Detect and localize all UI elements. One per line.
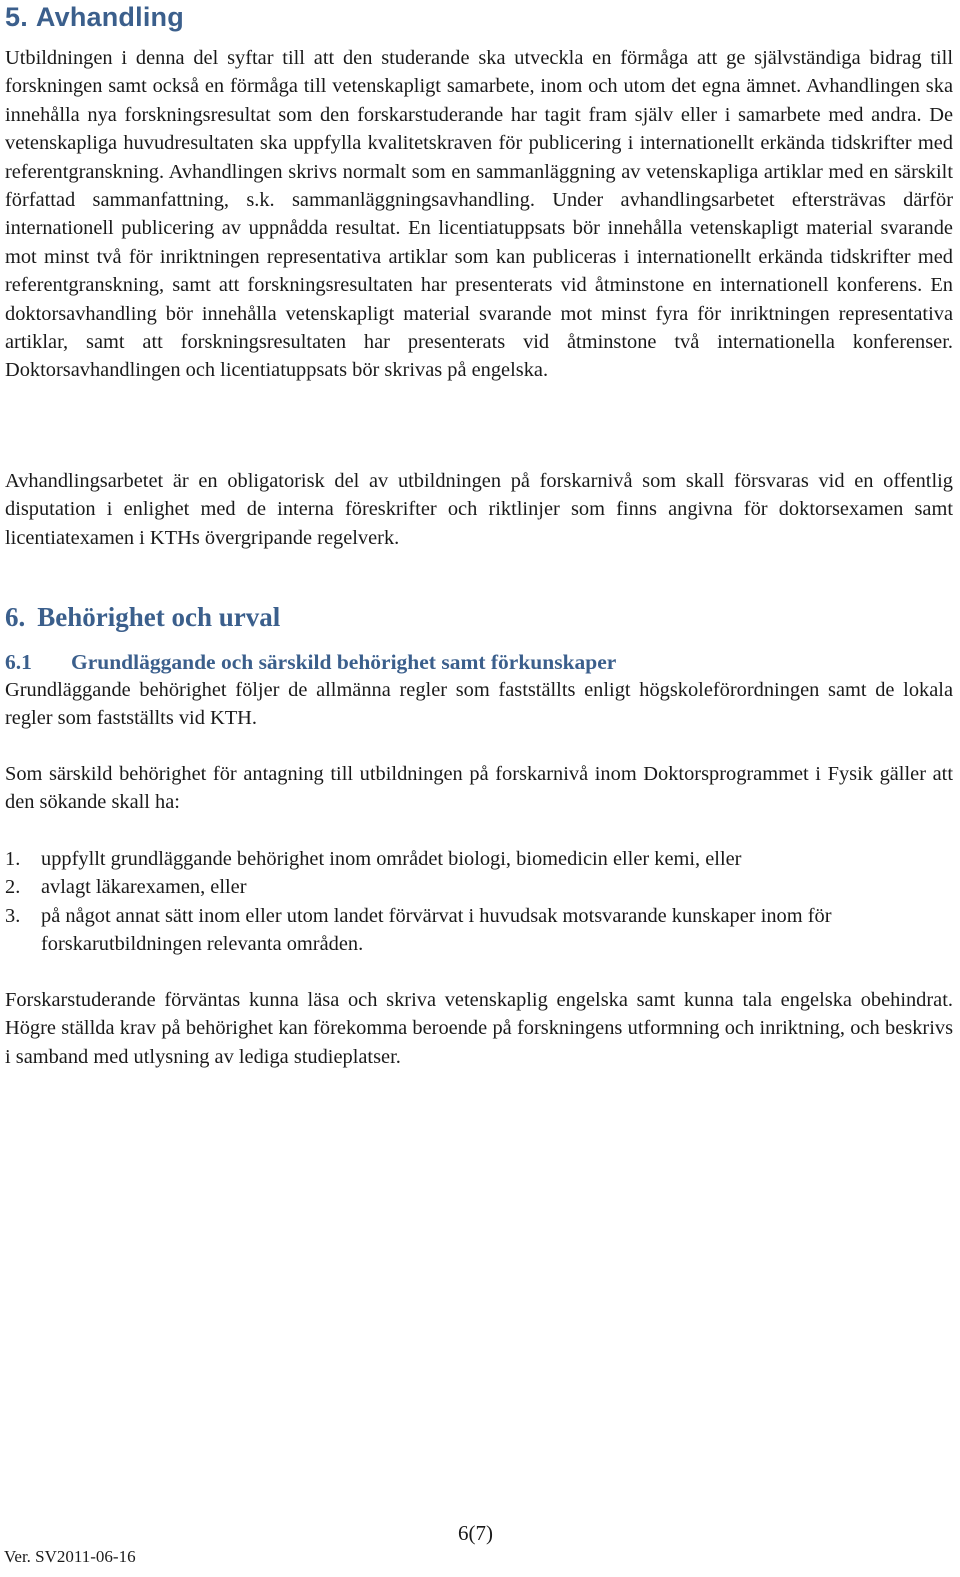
page-number: 6(7) (458, 1521, 493, 1545)
section-5-heading (5, 2, 184, 33)
version-label: Ver. SV2011-06-16 (4, 1547, 136, 1566)
section-6-1-number: 6.1 (5, 650, 32, 674)
section-6-1-paragraph-1: Grundläggande behörighet följer de allmänna regler som fastställts enligt högskoleförordningen samt de lokala regler som fastställts vid KTH. (5, 679, 953, 730)
section-6-1-heading (5, 650, 616, 675)
section-5-paragraph-1: Utbildningen i denna del syftar till att den studerande ska utveckla en förmåga att ge självständiga bidrag till forskningen samt också en förmåga till vetenskapligt samarbete, inom och utom det egna ämnet. Avhandlingen ska innehålla nya forskningsresultat som den forskarstuderande har tagit fram själv eller i samarbete med andra. De vetenskapliga huvudresultaten ska uppfylla kvalitetskraven för publicering i internationellt erkända tidskrifter med referentgranskning. Avhandlingen skrivs normalt som en sammanläggning av vetenskapliga artiklar med en särskilt författad sammanfattning, s.k. sammanläggningsavhandling. Under avhandlingsarbetet eftersträvas därför internationell publicering av uppnådda resultat. En licentiatuppsats bör innehålla vetenskapligt material svarande mot minst två för inriktningen representativa artiklar som kan publiceras i internationellt erkända tidskrifter med referentgranskning, samt att forskningsresultaten har presenterats vid åtminstone en internationell konferens. En doktorsavhandling bör innehålla vetenskapligt material svarande mot minst fyra för inriktningen representativa artiklar, samt att forskningsresultaten har presenterats vid åtminstone två internationella konferenser. Doktorsavhandlingen och licentiatuppsats bör skrivas på engelska. (5, 47, 953, 382)
section-6-title: Behörighet och urval (37, 602, 281, 632)
section-6-heading (5, 602, 280, 633)
list-item (5, 873, 953, 901)
requirements-list (5, 845, 953, 959)
list-item (5, 902, 953, 959)
section-6-1-title: Grundläggande och särskild behörighet samt förkunskaper (71, 650, 617, 674)
section-6-number: 6. (5, 602, 26, 632)
list-item (5, 845, 953, 873)
section-6-1-paragraph-2: Som särskild behörighet för antagning till utbildningen på forskarnivå inom Doktorsprogrammet i Fysik gäller att den sökande skall ha: (5, 763, 953, 814)
list-item-marker: 1. (5, 848, 21, 870)
section-5-number: 5. (5, 2, 28, 32)
list-item-marker: 2. (5, 876, 21, 899)
list-item-marker: 3. (5, 904, 21, 927)
list-item-text: uppfyllt grundläggande behörighet inom området biologi, biomedicin eller kemi, eller (41, 848, 742, 870)
list-item-text: på något annat sätt inom eller utom landet förvärvat i huvudsak motsvarande kunskaper inom för forskarutbildningen relevanta områden. (41, 904, 832, 956)
section-5-title: Avhandling (35, 2, 184, 32)
list-item-text: avlagt läkarexamen, eller (41, 876, 247, 899)
section-6-1-paragraph-3: Forskarstuderande förväntas kunna läsa och skriva vetenskaplig engelska samt kunna tala engelska obehindrat. Högre ställda krav på behörighet kan förekomma beroende på forskningens utformning och inriktning, och beskrivs i samband med utlysning av lediga studieplatser. (5, 989, 953, 1068)
section-5-paragraph-2: Avhandlingsarbetet är en obligatorisk del av utbildningen på forskarnivå som skall försvaras vid en offentlig disputation i enlighet med de interna föreskrifter och riktlinjer som finns angivna för doktorsexamen samt licentiatexamen i KTHs övergripande regelverk. (5, 470, 953, 549)
